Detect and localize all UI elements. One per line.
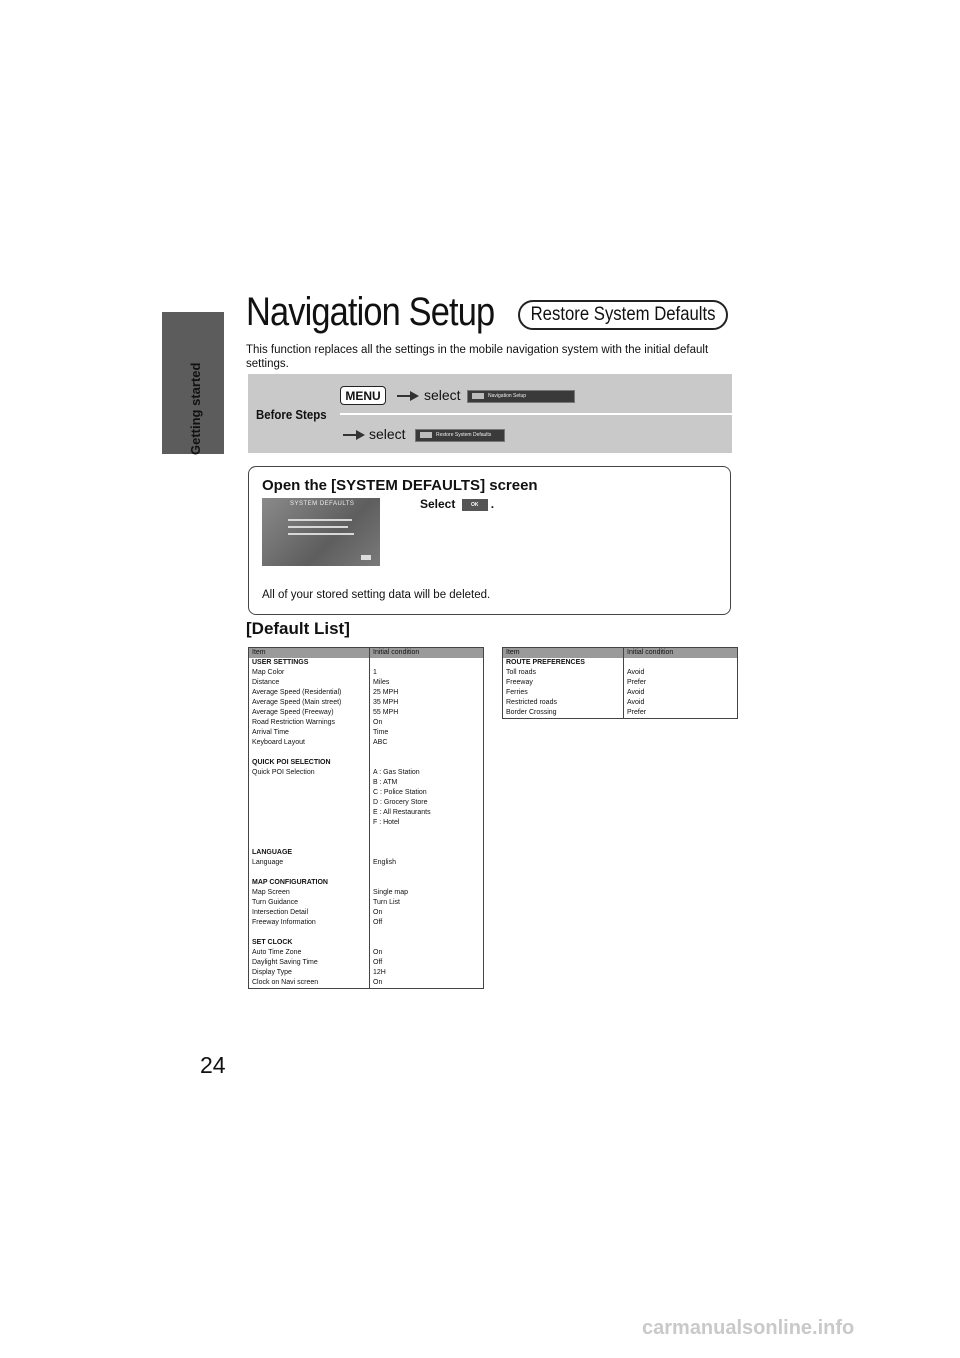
table-row [249, 688, 484, 698]
header-item: Item [249, 648, 370, 659]
table-section-row [249, 848, 484, 858]
table-cell-item: Daylight Saving Time [249, 958, 370, 968]
table-section-row [249, 938, 484, 948]
table-cell-value: D : Grocery Store [373, 799, 428, 806]
table-cell-item [249, 778, 370, 788]
table-cell-item: Ferries [503, 688, 624, 698]
table-cell-value: On [373, 949, 383, 956]
table-row [503, 698, 738, 708]
table-cell-item: Clock on Navi screen [249, 978, 370, 989]
table-cell-item: Map Color [249, 668, 370, 678]
table-row [249, 888, 484, 898]
table-section-row [249, 878, 484, 888]
table-cell-item: QUICK POI SELECTION [249, 758, 370, 768]
navigation-setup-icon [472, 393, 484, 399]
table-cell-value: Turn List [373, 899, 400, 906]
table-cell-item: SET CLOCK [249, 938, 370, 948]
table-header-row [503, 648, 738, 659]
table-cell-value: Off [373, 919, 383, 926]
table-cell-value [370, 878, 484, 888]
step-box [248, 466, 731, 615]
table-cell-value: 55 MPH [373, 709, 399, 716]
table-cell-value: ABC [373, 739, 388, 746]
table-cell-value: Miles [373, 679, 390, 686]
table-cell-item: USER SETTINGS [249, 658, 370, 668]
table-cell-value: 25 MPH [373, 689, 399, 696]
page-title: Navigation Setup [246, 290, 495, 334]
table-cell-value [370, 848, 484, 858]
table-cell-item: Freeway [503, 678, 624, 688]
table-row [249, 828, 484, 838]
table-row [249, 748, 484, 758]
table-cell-value [624, 658, 738, 668]
table-row [249, 698, 484, 708]
table-row [249, 768, 484, 778]
table-cell-item [249, 928, 370, 938]
table-cell-item: Toll roads [503, 668, 624, 678]
table-cell-item: Average Speed (Main street) [249, 698, 370, 708]
table-row [249, 798, 484, 808]
default-table-right [502, 647, 738, 719]
table-row [249, 668, 484, 678]
table-cell-item: Freeway Information [249, 918, 370, 928]
table-cell-value: Prefer [627, 709, 647, 716]
table-cell-value: E : All Restaurants [373, 809, 431, 816]
arrow-right-icon [343, 430, 365, 440]
restore-defaults-screen-button: Restore System Defaults [415, 429, 505, 442]
table-cell-item: Road Restriction Warnings [249, 718, 370, 728]
select-text-2: select [369, 426, 406, 442]
table-row [249, 958, 484, 968]
section-pill: Restore System Defaults [518, 300, 728, 330]
table-cell-item: Keyboard Layout [249, 738, 370, 748]
table-row [249, 818, 484, 828]
table-cell-value [370, 758, 484, 768]
table-cell-value [370, 938, 484, 948]
table-cell-item: Distance [249, 678, 370, 688]
table-cell-value: On [373, 909, 383, 916]
table-cell-value [370, 658, 484, 668]
table-cell-item [249, 828, 370, 838]
table-cell-item: Arrival Time [249, 728, 370, 738]
table-row [249, 788, 484, 798]
header-initial-condition: Initial condition [370, 648, 484, 659]
header-item: Item [503, 648, 624, 659]
table-cell-item: Display Type [249, 968, 370, 978]
table-cell-value: B : ATM [373, 779, 398, 786]
table-cell-value: On [373, 979, 383, 986]
table-row [503, 708, 738, 719]
before-steps-label: Before Steps [256, 407, 327, 422]
table-cell-value [370, 828, 484, 838]
table-cell-item [249, 798, 370, 808]
table-cell-value: 1 [373, 669, 377, 676]
page-number: 24 [200, 1052, 226, 1078]
table-cell-item: Quick POI Selection [249, 768, 370, 778]
select-ok-instruction: Select OK . [420, 497, 495, 511]
table-row [249, 898, 484, 908]
restore-defaults-icon [420, 432, 432, 438]
table-cell-value [370, 838, 484, 848]
table-cell-value: 35 MPH [373, 699, 399, 706]
table-row [249, 708, 484, 718]
table-cell-item: Auto Time Zone [249, 948, 370, 958]
table-cell-item: Average Speed (Freeway) [249, 708, 370, 718]
default-table-left [248, 647, 484, 989]
table-cell-item: Map Screen [249, 888, 370, 898]
table-cell-item: Average Speed (Residential) [249, 688, 370, 698]
before-steps-panel [248, 374, 732, 453]
table-row [249, 868, 484, 878]
table-row [249, 728, 484, 738]
chapter-label: Getting started [188, 362, 203, 455]
header-initial-condition: Initial condition [624, 648, 738, 659]
table-cell-value: Avoid [627, 669, 645, 676]
table-row [249, 858, 484, 868]
table-cell-value: English [373, 859, 396, 866]
table-row [503, 678, 738, 688]
table-cell-item [249, 788, 370, 798]
table-cell-value: Single map [373, 889, 409, 896]
table-cell-item: Restricted roads [503, 698, 624, 708]
table-row [503, 668, 738, 678]
table-cell-item [249, 868, 370, 878]
intro-text: This function replaces all the settings in the mobile navigation system with the initial default settings. [246, 344, 709, 370]
table-row [249, 678, 484, 688]
table-row [249, 778, 484, 788]
step-divider [340, 413, 732, 415]
table-row [503, 688, 738, 698]
table-cell-value: F : Hotel [373, 819, 400, 826]
table-row [249, 968, 484, 978]
table-row [249, 808, 484, 818]
table-cell-value: C : Police Station [373, 789, 427, 796]
table-cell-item: ROUTE PREFERENCES [503, 658, 624, 668]
table-cell-value [370, 748, 484, 758]
table-cell-value: On [373, 719, 383, 726]
table-cell-item: Turn Guidance [249, 898, 370, 908]
table-row [249, 918, 484, 928]
table-cell-value: Avoid [627, 689, 645, 696]
navigation-setup-screen-button: Navigation Setup [467, 390, 575, 403]
table-cell-value: Avoid [627, 699, 645, 706]
table-row [249, 908, 484, 918]
default-list-title: [Default List] [246, 619, 350, 638]
table-cell-value: 12H [373, 969, 386, 976]
table-cell-item: LANGUAGE [249, 848, 370, 858]
table-cell-item: MAP CONFIGURATION [249, 878, 370, 888]
table-header-row [249, 648, 484, 659]
table-cell-item [249, 818, 370, 828]
table-row [249, 948, 484, 958]
table-cell-value [370, 928, 484, 938]
table-cell-value: Prefer [627, 679, 647, 686]
table-cell-value: Off [373, 959, 383, 966]
arrow-right-icon [397, 391, 419, 401]
table-cell-item [249, 808, 370, 818]
table-row [249, 978, 484, 989]
system-defaults-screenshot: SYSTEM DEFAULTS [262, 498, 380, 566]
table-cell-value: Time [373, 729, 389, 736]
table-cell-value: A : Gas Station [373, 769, 420, 776]
table-section-row [249, 758, 484, 768]
step-note: All of your stored setting data will be deleted. [262, 589, 491, 601]
table-cell-item [249, 748, 370, 758]
table-row [249, 718, 484, 728]
table-cell-item: Language [249, 858, 370, 868]
table-cell-item: Border Crossing [503, 708, 624, 719]
table-cell-value [370, 868, 484, 878]
table-cell-item [249, 838, 370, 848]
watermark: carmanualsonline.info [642, 1317, 855, 1339]
table-section-row [249, 658, 484, 668]
table-cell-item: Intersection Detail [249, 908, 370, 918]
table-row [249, 838, 484, 848]
ok-button: OK [462, 499, 488, 511]
step-heading: Open the [SYSTEM DEFAULTS] screen [262, 477, 538, 494]
menu-button: MENU [340, 386, 386, 405]
table-section-row [503, 658, 738, 668]
table-row [249, 928, 484, 938]
select-text-1: select [424, 387, 461, 403]
table-row [249, 738, 484, 748]
